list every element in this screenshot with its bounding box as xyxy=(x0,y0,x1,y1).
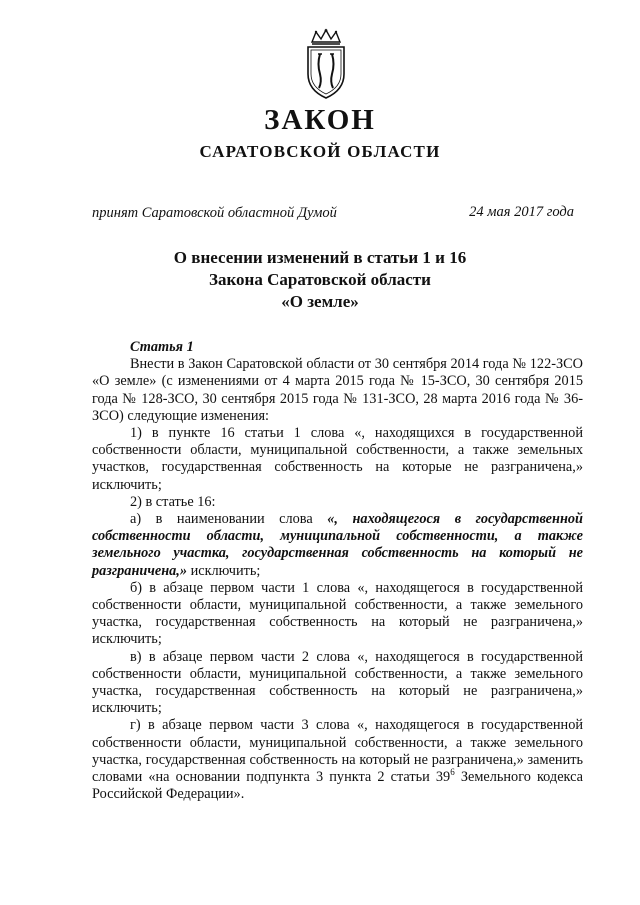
coat-of-arms-emblem xyxy=(298,28,354,100)
item-2a-tail: исключить; xyxy=(187,562,261,579)
act-title-line-3: «О земле» xyxy=(281,292,359,311)
item-2a-text: а) в наименовании слова xyxy=(130,511,328,528)
adopted-by-line: принят Саратовской областной Думой xyxy=(92,205,337,221)
adoption-date: 24 мая 2017 года xyxy=(469,204,574,220)
act-title-line-1: О внесении изменений в статьи 1 и 16 xyxy=(173,248,467,267)
act-title-line-2: Закона Саратовской области xyxy=(209,270,431,289)
item-2: 2) в статье 16: xyxy=(130,493,216,510)
item-2d-tail: Земельного кодекса Российской Федерации». xyxy=(92,769,583,803)
item-2d-text: г) в абзаце первом части 3 слова «, находящегося в государственной собственности области, муниципальной собственности, а также земельного участка, государственная собственность на который не разграничена,» заменить словами «на основании подпункта 3 пункта 2 статьи 39 xyxy=(92,717,583,786)
item-2d xyxy=(92,717,583,803)
item-2d-superscript: 6 xyxy=(450,767,455,778)
item-2a xyxy=(92,511,583,580)
item-2c: в) в абзаце первом части 2 слова «, находящегося в государственной собственности области, муниципальной собственности, а также земельного участка, государственная собственность на который не разграничена,» исключить; xyxy=(92,648,583,717)
item-2b: б) в абзаце первом части 1 слова «, находящегося в государственной собственности области, муниципальной собственности, а также земельного участка, государственная собственность на который не разграничена,» исключить; xyxy=(92,579,583,648)
region-name: САРАТОВСКОЙ ОБЛАСТИ xyxy=(199,142,441,161)
article-intro: Внести в Закон Саратовской области от 30 сентября 2014 года № 122-ЗСО «О земле» (с изменениями от 4 марта 2015 года № 15-ЗСО, 30 сентября 2015 года № 128-ЗСО, 30 сентября 2015 года № 131-ЗСО, 28 марта 2016 года № 36-ЗСО) следующие изменения: xyxy=(92,356,583,424)
item-1: 1) в пункте 16 статьи 1 слова «, находящихся в государственной собственности области, муниципальной собственности, а также земельных участков, государственная собственность на которые не разграничена,» исключить; xyxy=(92,425,583,493)
act-title xyxy=(0,247,640,313)
article-heading: Статья 1 xyxy=(130,339,194,355)
document-body xyxy=(92,339,583,803)
item-2a-emphasis: «, находящегося в государственной собственности области, муниципальной собственности, а также земельного участка, государственная собственность на который не разграничена,» xyxy=(92,511,583,579)
law-title: ЗАКОН xyxy=(264,104,376,136)
